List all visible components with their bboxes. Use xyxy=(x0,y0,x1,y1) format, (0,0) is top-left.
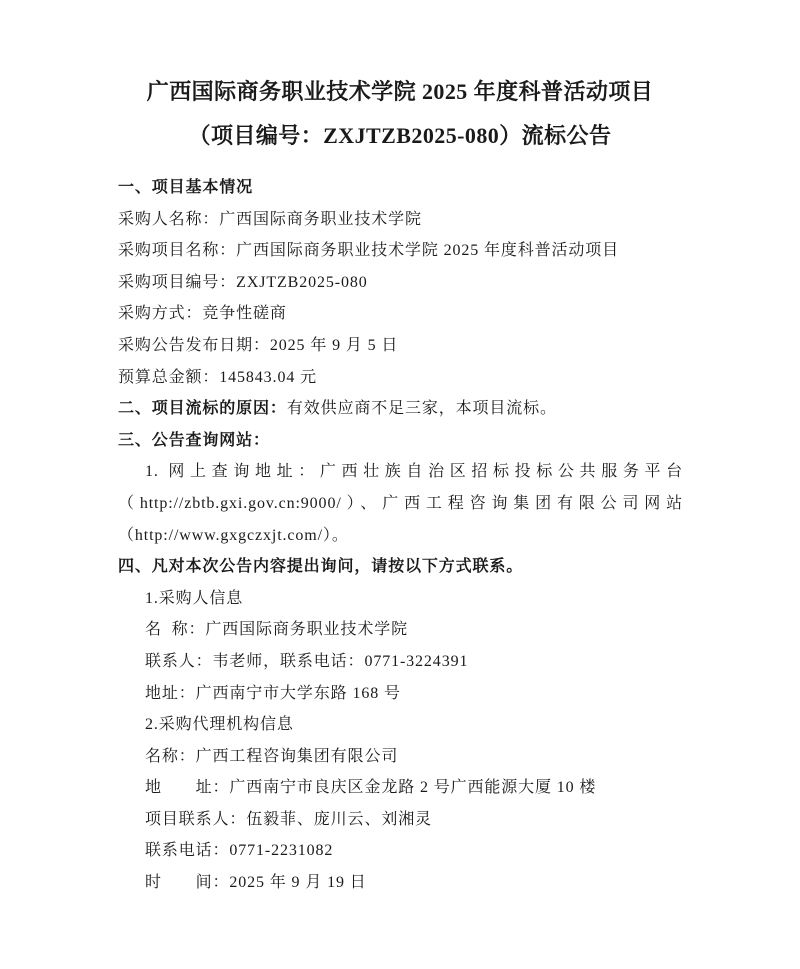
document-title xyxy=(0,0,800,158)
purchaser-info-contact: 联系人：韦老师，联系电话：0771-3224391 xyxy=(145,652,469,670)
agency-info-heading: 2.采购代理机构信息 xyxy=(145,716,294,734)
purchaser-name-line: 采购人名称：广西国际商务职业技术学院 xyxy=(118,210,422,228)
agency-info-phone: 联系电话：0771-2231082 xyxy=(145,842,334,860)
document-body xyxy=(0,172,800,899)
title-line-2: （项目编号：ZXJTZB2025-080）流标公告 xyxy=(188,123,612,148)
section-1-heading: 一、项目基本情况 xyxy=(118,179,254,196)
procurement-method-line: 采购方式：竞争性磋商 xyxy=(118,305,287,323)
agency-info-date: 时 间：2025 年 9 月 19 日 xyxy=(145,874,367,892)
agency-info-name: 名称：广西工程咨询集团有限公司 xyxy=(145,747,399,765)
query-address-line-2: （http://zbtb.gxi.gov.cn:9000/）、广西工程咨询集团有限公司网站 xyxy=(118,494,683,512)
agency-info-contacts: 项目联系人：伍毅菲、庞川云、刘湘灵 xyxy=(145,810,432,828)
section-2-line xyxy=(118,393,683,425)
failure-reason-text: 有效供应商不足三家，本项目流标。 xyxy=(286,400,557,418)
announcement-date-line: 采购公告发布日期：2025 年 9 月 5 日 xyxy=(118,336,399,354)
purchaser-info-heading: 1.采购人信息 xyxy=(145,589,244,607)
purchaser-info-name: 名 称：广西国际商务职业技术学院 xyxy=(145,621,408,639)
section-3-heading: 三、公告查询网站： xyxy=(118,431,270,449)
title-line-1: 广西国际商务职业技术学院 2025 年度科普活动项目 xyxy=(146,79,654,104)
project-number-line: 采购项目编号：ZXJTZB2025-080 xyxy=(118,273,368,291)
section-4-heading: 四、凡对本次公告内容提出询问，请按以下方式联系。 xyxy=(118,558,524,576)
budget-total-line: 预算总金额：145843.04 元 xyxy=(118,368,317,386)
purchaser-info-address: 地址：广西南宁市大学东路 168 号 xyxy=(145,684,401,702)
project-name-line: 采购项目名称：广西国际商务职业技术学院 2025 年度科普活动项目 xyxy=(118,242,620,260)
query-address-line-1: 1. 网上查询地址：广西壮族自治区招标投标公共服务平台 xyxy=(145,463,683,481)
section-2-heading: 二、项目流标的原因： xyxy=(118,400,287,418)
query-address-line-3: （http://www.gxgczxjt.com/）。 xyxy=(118,526,349,544)
agency-info-address: 地 址：广西南宁市良庆区金龙路 2 号广西能源大厦 10 楼 xyxy=(145,779,597,797)
